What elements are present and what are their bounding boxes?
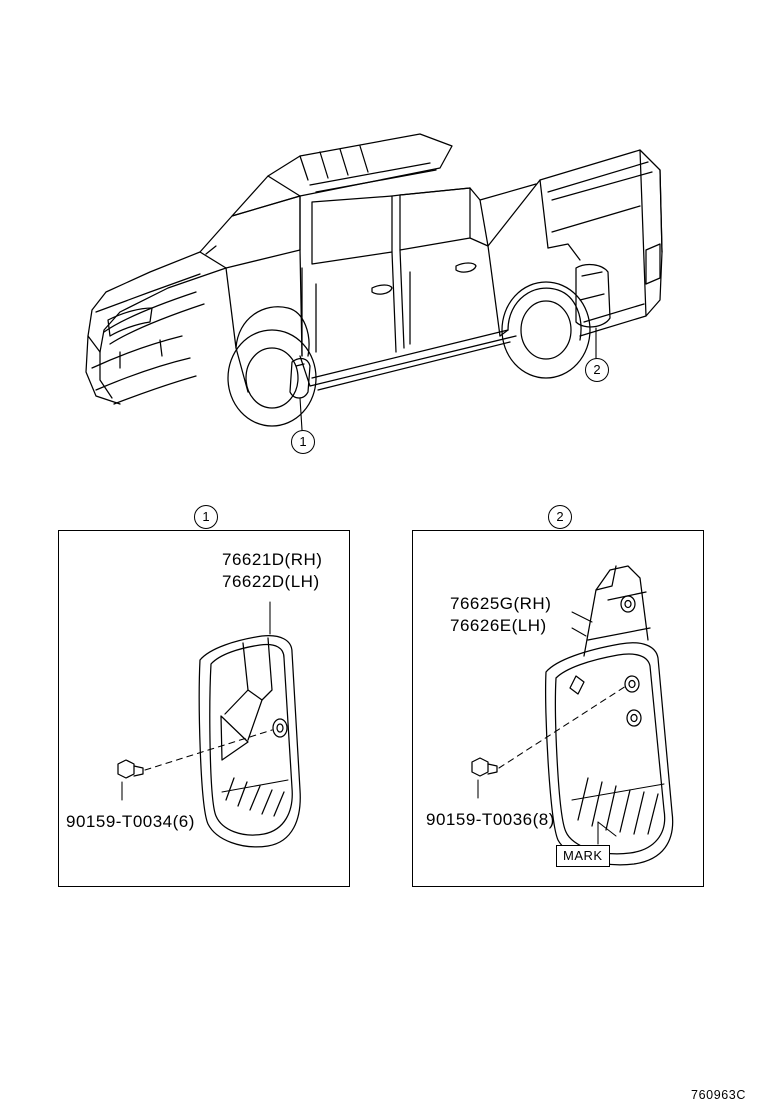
panel-1-callout: 1 [194,505,218,529]
panel-1-part-label-rh: 76621D(RH) [222,550,323,569]
panel-2-callout: 2 [548,505,572,529]
vehicle-callout-1: 1 [291,430,315,454]
panel-1-fastener-label: 90159-T0034(6) [66,812,195,831]
figure-code: 760963C [691,1088,746,1102]
vehicle-callout-2: 2 [585,358,609,382]
panel-1-part-label-lh: 76622D(LH) [222,572,320,591]
panel-2-part-label-lh: 76626E(LH) [450,616,547,635]
panel-2-fastener-label: 90159-T0036(8) [426,810,555,829]
panel-2-mark-box: MARK [556,845,610,867]
panel-2-part-label-rh: 76625G(RH) [450,594,552,613]
